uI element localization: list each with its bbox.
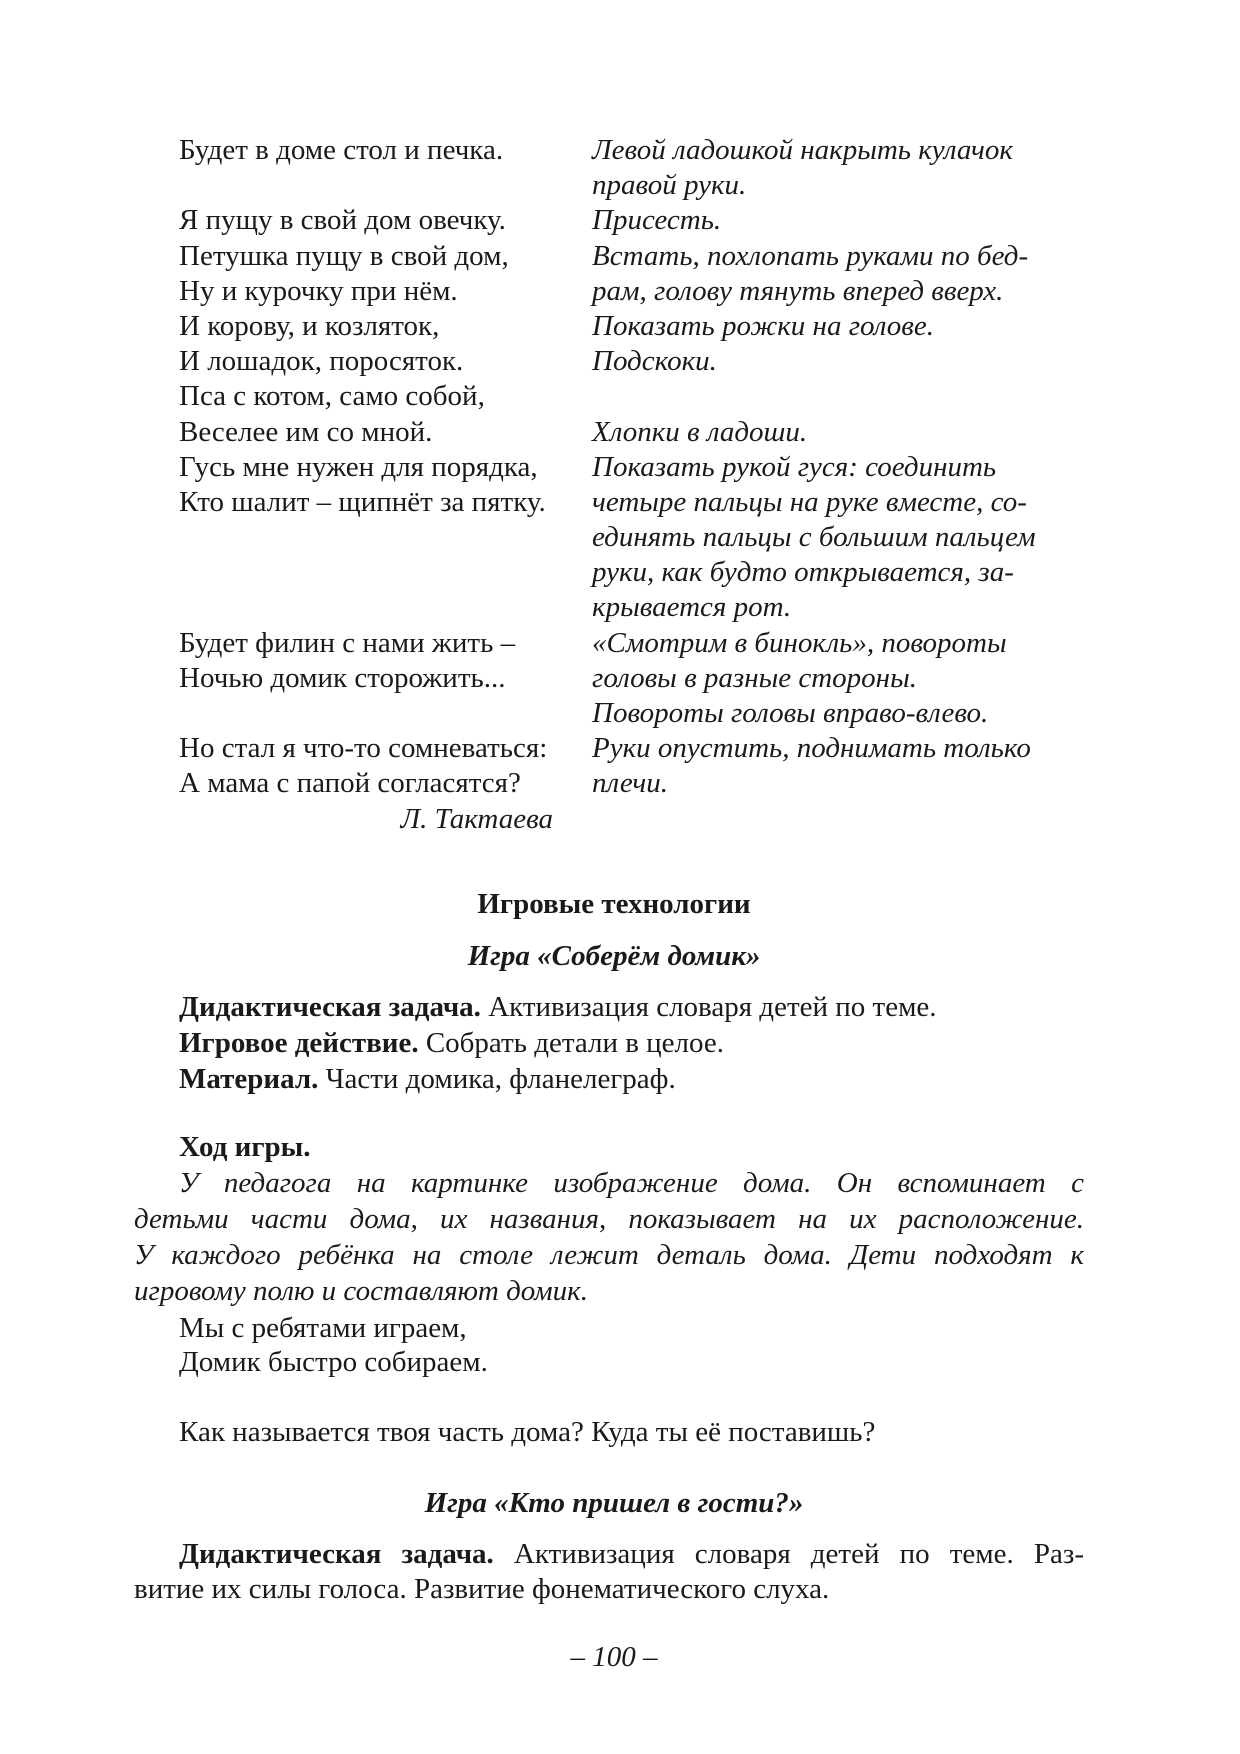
verse-text: Я пущу в свой дом овечку.: [179, 204, 506, 237]
poem-row: [179, 520, 1089, 555]
poem-row: [179, 555, 1089, 590]
movement-instruction: Показать рукой гуся: соединить: [592, 450, 997, 483]
page-number: – 100 –: [570, 1641, 658, 1673]
poem-row: [179, 309, 1089, 344]
game-title-sobyorm-domik: Игра «Соберём домик»: [467, 940, 761, 972]
poem-with-movements: [179, 133, 1089, 837]
course-line: У каждого ребёнка на столе лежит деталь дома. Дети подходят к: [134, 1239, 1084, 1271]
poem-row: [179, 485, 1089, 520]
verse-line: Мы с ребятами играем,: [179, 1312, 467, 1344]
verse-text: [179, 168, 592, 203]
movement-instruction: рам, голову тянуть вперед вверх.: [592, 274, 1004, 307]
game-action-label: Игровое действие.: [179, 1027, 419, 1059]
poem-row: [179, 802, 1089, 837]
verse-text: [179, 696, 592, 731]
movement-instruction: головы в разные стороны.: [592, 661, 917, 694]
material: [179, 1062, 676, 1097]
didactic-task-2: [179, 1537, 1084, 1572]
didactic-task: [179, 990, 937, 1025]
game-title-kto-prishel: Игра «Кто пришел в гости?»: [424, 1487, 804, 1519]
verse-text: Ночью домик сторожить...: [179, 661, 506, 694]
didactic-task-label: Дидактическая задача.: [179, 991, 481, 1023]
material-label: Материал.: [179, 1063, 319, 1095]
poem-author: Л. Тактаева: [400, 802, 553, 835]
verse-text: [179, 590, 592, 625]
poem-row: [179, 415, 1089, 450]
game-action: [179, 1026, 724, 1061]
didactic-task-text: Активизация словаря детей по теме.: [480, 991, 937, 1023]
poem-row: [179, 274, 1089, 309]
course-line: игровому полю и составляют домик.: [134, 1275, 588, 1307]
didactic-task-2-text: Активизация словаря детей по теме. Раз-: [493, 1538, 1084, 1570]
poem-row: [179, 133, 1089, 168]
verse-text: Но стал я что-то сомневаться:: [179, 732, 548, 765]
movement-instruction: крывается рот.: [592, 591, 792, 624]
poem-row: [179, 626, 1089, 661]
verse-text: [179, 555, 592, 590]
poem-row: [179, 379, 1089, 414]
question-text: Как называется твоя часть дома? Куда ты её поставишь?: [179, 1416, 876, 1448]
verse-text: И лошадок, поросяток.: [179, 345, 464, 378]
movement-instruction: Хлопки в ладоши.: [592, 415, 808, 448]
verse-text: Будет в доме стол и печка.: [179, 134, 504, 166]
movement-instruction: Руки опустить, поднимать только: [592, 732, 1031, 765]
verse-text: И корову, и козляток,: [179, 309, 440, 342]
poem-row: [179, 696, 1089, 731]
verse-text: Кто шалит – щипнёт за пятку.: [179, 485, 546, 518]
movement-instruction: плечи.: [592, 767, 668, 800]
poem-row: [179, 344, 1089, 379]
verse-text: Гусь мне нужен для порядка,: [179, 450, 538, 483]
didactic-task-2-label: Дидактическая задача.: [179, 1538, 494, 1570]
verse-text: Ну и курочку при нём.: [179, 274, 458, 307]
section-title: Игровые технологии: [477, 888, 751, 920]
verse-text: Веселее им со мной.: [179, 415, 433, 448]
movement-instruction: руки, как будто открывается, за-: [592, 556, 1014, 589]
verse-text: [179, 520, 592, 555]
game-action-text: Собрать детали в целое.: [418, 1027, 724, 1059]
movement-instruction: «Смотрим в бинокль», повороты: [592, 626, 1007, 659]
poem-row: [179, 590, 1089, 625]
movement-instruction: Повороты головы вправо-влево.: [592, 697, 989, 729]
movement-instruction: Подскоки.: [592, 345, 717, 378]
movement-instruction: Левой ладошкой накрыть кулачок: [592, 134, 1013, 166]
poem-row: [179, 203, 1089, 238]
movement-instruction: правой руки.: [592, 169, 747, 202]
poem-row: [179, 661, 1089, 696]
poem-row: [179, 239, 1089, 274]
movement-instruction: Встать, похлопать руками по бед-: [592, 239, 1029, 272]
verse-text: Петушка пущу в свой дом,: [179, 239, 509, 272]
movement-instruction: Присесть.: [592, 204, 722, 237]
course-line: У педагога на картинке изображение дома. Он вспоминает с: [179, 1167, 1084, 1199]
poem-row: [179, 450, 1089, 485]
didactic-task-2-cont: витие их силы голоса. Развитие фонематического слуха.: [134, 1573, 830, 1605]
poem-row: [179, 168, 1089, 203]
course-line: детьми части дома, их названия, показывает на их расположение.: [134, 1203, 1084, 1235]
poem-row: [179, 766, 1089, 801]
verse-text: Будет филин с нами жить –: [179, 626, 516, 659]
course-label: Ход игры.: [179, 1131, 311, 1163]
poem-row: [179, 731, 1089, 766]
verse-line: Домик быстро собираем.: [179, 1346, 488, 1378]
movement-instruction: Показать рожки на голове.: [592, 309, 934, 342]
material-text: Части домика, фланелеграф.: [318, 1063, 676, 1095]
movement-instruction: единять пальцы с большим пальцем: [592, 521, 1036, 554]
verse-text: А мама с папой согласятся?: [179, 767, 521, 800]
movement-instruction: четыре пальцы на руке вместе, со-: [592, 485, 1027, 518]
verse-text: Пса с котом, само собой,: [179, 380, 485, 413]
